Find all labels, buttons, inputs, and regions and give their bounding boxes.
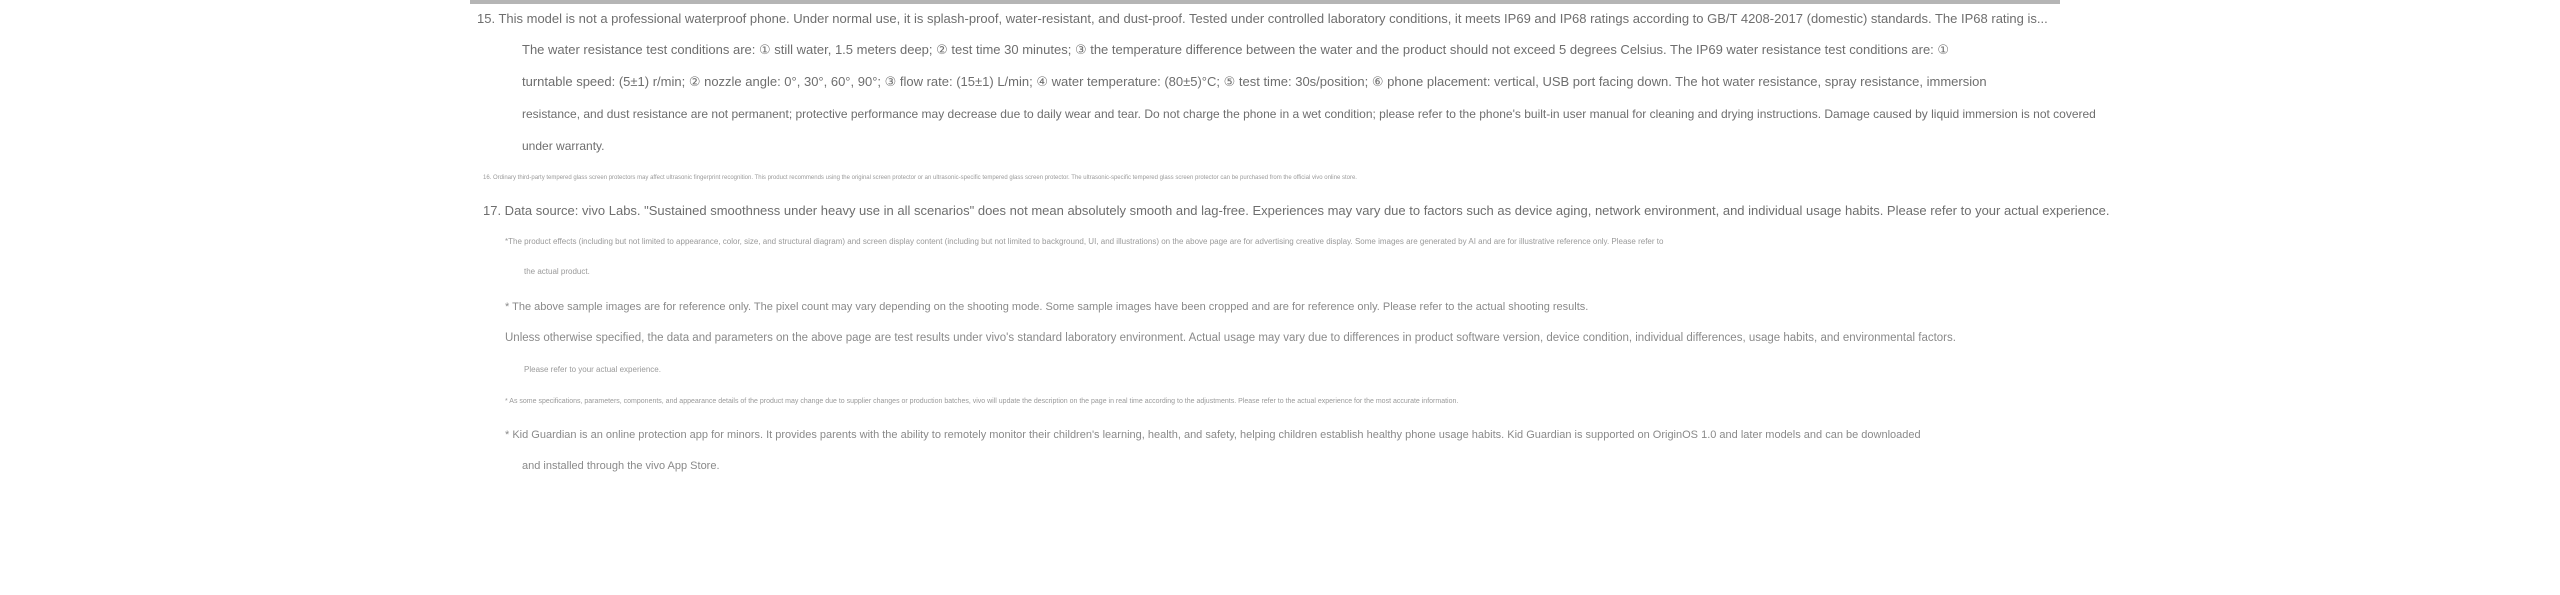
lab-results-note-line-1: Unless otherwise specified, the data and parameters on the above page are test results under vivo's standard laboratory environment. Actual usage may vary due to differences in product software version, device condition, individual differences, usage habits, and environmental factors. bbox=[505, 332, 1956, 344]
footnote-17: 17. Data source: vivo Labs. "Sustained smoothness under heavy use in all scenarios" does not mean absolutely smooth and lag-free. Experiences may vary due to factors such as device aging, network environment, and individual usage habits. Please refer to your actual experience. bbox=[483, 203, 2110, 218]
footnote-15-line-4: resistance, and dust resistance are not permanent; protective performance may decrease due to daily wear and tear. Do not charge the phone in a wet condition; please refer to the phone's built-in user manual for cleaning and drying instructions. Damage caused by liquid immersion is not covered bbox=[522, 107, 2096, 121]
footnote-16: 16. Ordinary third-party tempered glass screen protectors may affect ultrasonic fingerprint recognition. This product recommends using the original screen protector or an ultrasonic-specific tempered glass screen protector. The ultrasonic-specific tempered glass screen protector can be purchased from the official vivo online store. bbox=[483, 175, 1357, 181]
kid-guardian-note-line-1: * Kid Guardian is an online protection app for minors. It provides parents with the ability to remotely monitor their children's learning, health, and safety, helping children establish healthy phone usage habits. Kid Guardian is supported on OriginOS 1.0 and later models and can be downloaded bbox=[505, 429, 1921, 441]
product-effects-note-line-1: *The product effects (including but not limited to appearance, color, size, and structural diagram) and screen display content (including but not limited to background, UI, and illustrations) on the above page are for advertising creative display. Some images are generated by AI and are for illustrative reference only. Please refer to bbox=[505, 237, 1664, 246]
product-effects-note-line-2: the actual product. bbox=[524, 267, 590, 276]
footnote-15-line-5: under warranty. bbox=[522, 139, 605, 153]
kid-guardian-note-line-2: and installed through the vivo App Store. bbox=[522, 460, 720, 472]
footnote-15-line-1: 15. This model is not a professional waterproof phone. Under normal use, it is splash-proof, water-resistant, and dust-proof. Tested under controlled laboratory conditions, it meets IP69 and IP68 ratings according to GB/T 4208-2017 (domestic) standards. The IP68 rating is... bbox=[477, 11, 2048, 26]
top-divider bbox=[470, 0, 2060, 4]
specs-change-note-part-1: * As some specifications, parameters, components, and appearance details of the product may change due to supplier changes or production batches, bbox=[505, 398, 971, 405]
specs-change-note bbox=[505, 398, 1458, 405]
sample-images-note: * The above sample images are for reference only. The pixel count may vary depending on the shooting mode. Some sample images have been cropped and are for reference only. Please refer to the actual shooting results. bbox=[505, 301, 1589, 313]
specs-change-note-part-2: vivo will update the description on the page in real time according to the adjustments. Please refer to the actual experience for the most accurate information. bbox=[970, 398, 1459, 405]
footnote-15-line-2: The water resistance test conditions are: ① still water, 1.5 meters deep; ② test time 30 minutes; ③ the temperature difference between the water and the product should not exceed 5 degrees Celsius. The IP69 water resistance test conditions are: ① bbox=[522, 42, 1950, 57]
footnote-15-line-3: turntable speed: (5±1) r/min; ② nozzle angle: 0°, 30°, 60°, 90°; ③ flow rate: (15±1) L/min; ④ water temperature: (80±5)°C; ⑤ test time: 30s/position; ⑥ phone placement: vertical, USB port facing down. The hot water resistance, spray resistance, immersion bbox=[522, 74, 1987, 89]
lab-results-note-line-2: Please refer to your actual experience. bbox=[524, 365, 661, 374]
